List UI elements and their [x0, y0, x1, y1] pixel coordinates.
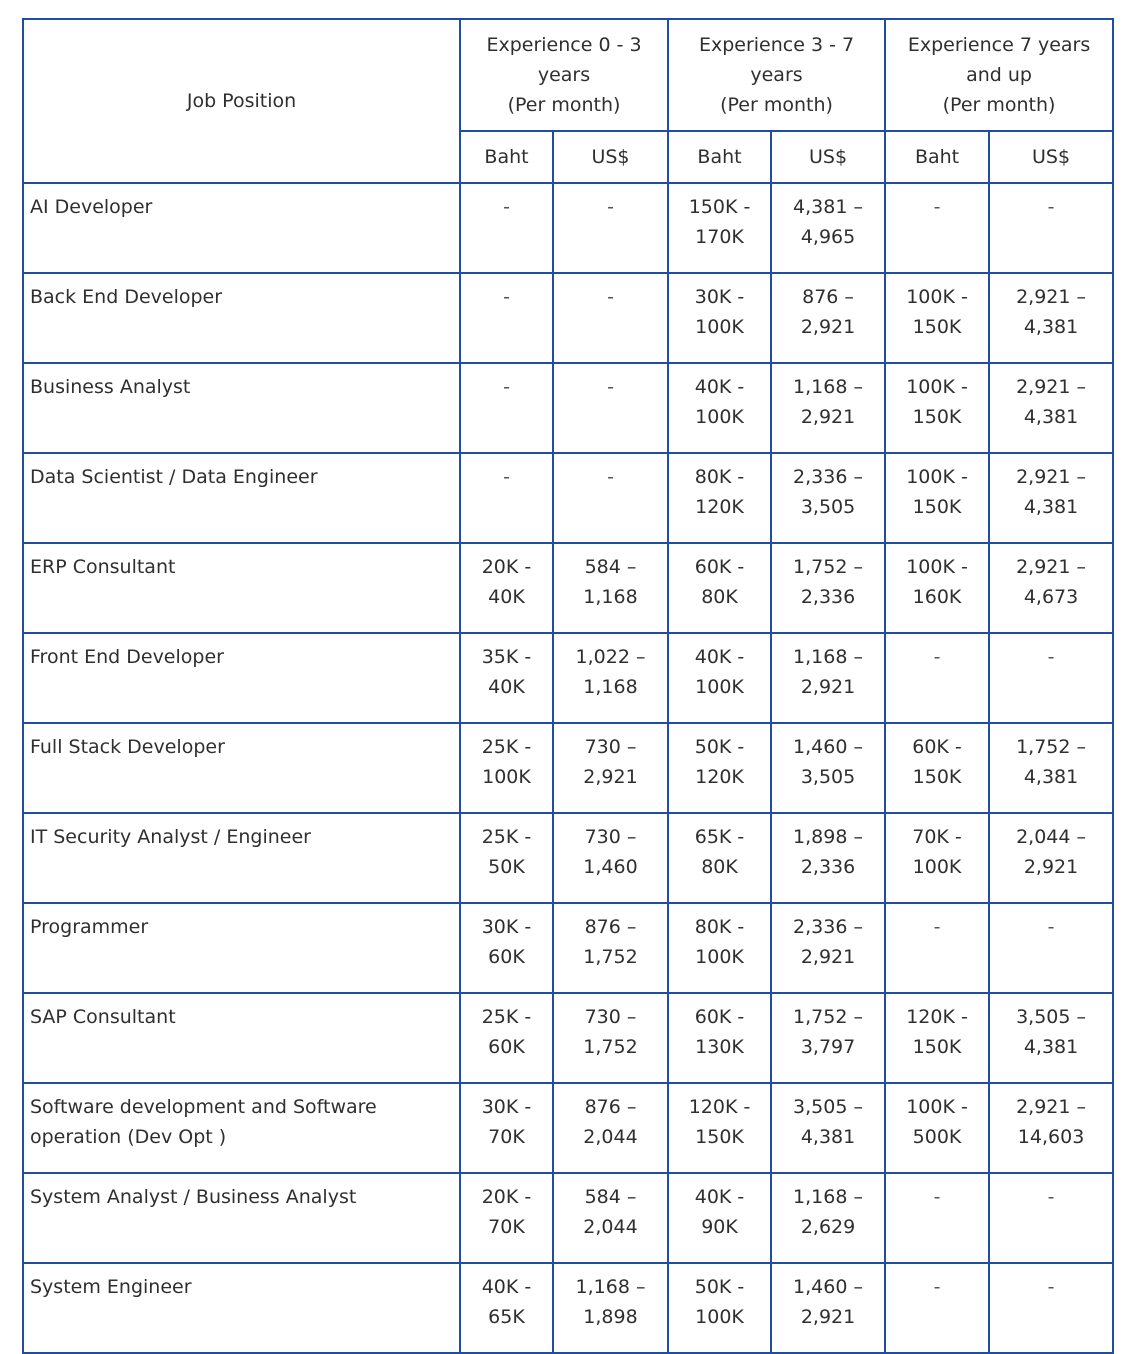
table-body [23, 183, 1113, 1353]
baht-header: Baht [885, 131, 989, 183]
usd-0-3-cell: 876 – 2,044 [553, 1083, 668, 1173]
usd-0-3-cell: - [553, 363, 668, 453]
baht-0-3-cell: 20K - 70K [460, 1173, 553, 1263]
baht-7-up-cell: 100K - 150K [885, 363, 989, 453]
baht-3-7-cell: 80K - 120K [668, 453, 771, 543]
usd-3-7-cell: 1,168 – 2,921 [771, 363, 885, 453]
usd-7-up-cell: - [989, 1173, 1113, 1263]
baht-7-up-cell: 100K - 500K [885, 1083, 989, 1173]
usd-3-7-cell: 1,168 – 2,921 [771, 633, 885, 723]
usd-0-3-cell: 584 – 2,044 [553, 1173, 668, 1263]
usd-3-7-cell: 3,505 – 4,381 [771, 1083, 885, 1173]
job-position-cell: ERP Consultant [23, 543, 460, 633]
job-position-cell: Front End Developer [23, 633, 460, 723]
baht-3-7-cell: 60K - 80K [668, 543, 771, 633]
baht-0-3-cell: 40K - 65K [460, 1263, 553, 1353]
usd-0-3-cell: 1,022 – 1,168 [553, 633, 668, 723]
usd-0-3-cell: 584 – 1,168 [553, 543, 668, 633]
experience-0-3-header: Experience 0 - 3 years (Per month) [460, 19, 668, 131]
baht-0-3-cell: 35K - 40K [460, 633, 553, 723]
baht-0-3-cell: 25K - 50K [460, 813, 553, 903]
table-row [23, 1173, 1113, 1263]
job-position-cell: Business Analyst [23, 363, 460, 453]
baht-7-up-cell: 60K - 150K [885, 723, 989, 813]
baht-7-up-cell: 100K - 160K [885, 543, 989, 633]
usd-3-7-cell: 1,168 – 2,629 [771, 1173, 885, 1263]
baht-3-7-cell: 40K - 100K [668, 633, 771, 723]
baht-3-7-cell: 40K - 90K [668, 1173, 771, 1263]
baht-0-3-cell: - [460, 273, 553, 363]
baht-7-up-cell: 100K - 150K [885, 273, 989, 363]
usd-3-7-cell: 1,460 – 3,505 [771, 723, 885, 813]
salary-table [22, 18, 1114, 1354]
baht-header: Baht [460, 131, 553, 183]
job-position-cell: Programmer [23, 903, 460, 993]
job-position-cell: Back End Developer [23, 273, 460, 363]
usd-3-7-cell: 1,752 – 3,797 [771, 993, 885, 1083]
job-position-cell: SAP Consultant [23, 993, 460, 1083]
job-position-cell: System Analyst / Business Analyst [23, 1173, 460, 1263]
experience-7-up-header: Experience 7 years and up (Per month) [885, 19, 1113, 131]
usd-0-3-cell: 730 – 1,752 [553, 993, 668, 1083]
baht-3-7-cell: 60K - 130K [668, 993, 771, 1083]
baht-0-3-cell: 25K - 60K [460, 993, 553, 1083]
job-position-cell: Full Stack Developer [23, 723, 460, 813]
baht-7-up-cell: - [885, 183, 989, 273]
usd-3-7-cell: 1,460 – 2,921 [771, 1263, 885, 1353]
usd-7-up-cell: 2,921 – 4,381 [989, 453, 1113, 543]
header-row-groups [23, 19, 1113, 131]
baht-3-7-cell: 120K - 150K [668, 1083, 771, 1173]
baht-7-up-cell: 70K - 100K [885, 813, 989, 903]
job-position-cell: AI Developer [23, 183, 460, 273]
job-position-cell: IT Security Analyst / Engineer [23, 813, 460, 903]
usd-7-up-cell: - [989, 1263, 1113, 1353]
table-row [23, 183, 1113, 273]
job-position-cell: Software development and Software operation (Dev Opt ) [23, 1083, 460, 1173]
usd-header: US$ [553, 131, 668, 183]
experience-3-7-header: Experience 3 - 7 years (Per month) [668, 19, 885, 131]
baht-3-7-cell: 65K - 80K [668, 813, 771, 903]
baht-0-3-cell: - [460, 453, 553, 543]
usd-3-7-cell: 4,381 – 4,965 [771, 183, 885, 273]
baht-7-up-cell: 100K - 150K [885, 453, 989, 543]
usd-7-up-cell: 2,921 – 4,381 [989, 273, 1113, 363]
usd-7-up-cell: - [989, 183, 1113, 273]
table-row [23, 453, 1113, 543]
usd-0-3-cell: 730 – 2,921 [553, 723, 668, 813]
table-row [23, 723, 1113, 813]
usd-3-7-cell: 1,898 – 2,336 [771, 813, 885, 903]
usd-header: US$ [771, 131, 885, 183]
baht-3-7-cell: 30K - 100K [668, 273, 771, 363]
usd-0-3-cell: 730 – 1,460 [553, 813, 668, 903]
baht-3-7-cell: 50K - 120K [668, 723, 771, 813]
usd-0-3-cell: - [553, 183, 668, 273]
job-position-cell: Data Scientist / Data Engineer [23, 453, 460, 543]
baht-0-3-cell: 20K - 40K [460, 543, 553, 633]
baht-header: Baht [668, 131, 771, 183]
usd-7-up-cell: 2,921 – 4,673 [989, 543, 1113, 633]
usd-0-3-cell: 1,168 – 1,898 [553, 1263, 668, 1353]
table-row [23, 1083, 1113, 1173]
usd-7-up-cell: 2,044 – 2,921 [989, 813, 1113, 903]
baht-3-7-cell: 50K - 100K [668, 1263, 771, 1353]
table-row [23, 543, 1113, 633]
baht-3-7-cell: 150K - 170K [668, 183, 771, 273]
usd-header: US$ [989, 131, 1113, 183]
usd-0-3-cell: - [553, 453, 668, 543]
baht-7-up-cell: 120K - 150K [885, 993, 989, 1083]
usd-7-up-cell: 1,752 – 4,381 [989, 723, 1113, 813]
table-header [23, 19, 1113, 183]
usd-7-up-cell: 3,505 – 4,381 [989, 993, 1113, 1083]
baht-7-up-cell: - [885, 633, 989, 723]
table-row [23, 363, 1113, 453]
table-row [23, 1263, 1113, 1353]
baht-0-3-cell: 30K - 60K [460, 903, 553, 993]
usd-7-up-cell: - [989, 903, 1113, 993]
baht-0-3-cell: - [460, 183, 553, 273]
job-position-cell: System Engineer [23, 1263, 460, 1353]
usd-3-7-cell: 876 – 2,921 [771, 273, 885, 363]
baht-3-7-cell: 80K - 100K [668, 903, 771, 993]
baht-7-up-cell: - [885, 1263, 989, 1353]
baht-7-up-cell: - [885, 1173, 989, 1263]
table-row [23, 273, 1113, 363]
baht-3-7-cell: 40K - 100K [668, 363, 771, 453]
usd-7-up-cell: - [989, 633, 1113, 723]
usd-0-3-cell: - [553, 273, 668, 363]
usd-0-3-cell: 876 – 1,752 [553, 903, 668, 993]
usd-7-up-cell: 2,921 – 4,381 [989, 363, 1113, 453]
baht-0-3-cell: 25K - 100K [460, 723, 553, 813]
table-row [23, 633, 1113, 723]
usd-3-7-cell: 1,752 – 2,336 [771, 543, 885, 633]
table-row [23, 813, 1113, 903]
table-row [23, 903, 1113, 993]
usd-7-up-cell: 2,921 – 14,603 [989, 1083, 1113, 1173]
table-row [23, 993, 1113, 1083]
baht-7-up-cell: - [885, 903, 989, 993]
baht-0-3-cell: 30K - 70K [460, 1083, 553, 1173]
usd-3-7-cell: 2,336 – 2,921 [771, 903, 885, 993]
job-position-header: Job Position [23, 19, 460, 183]
baht-0-3-cell: - [460, 363, 553, 453]
usd-3-7-cell: 2,336 – 3,505 [771, 453, 885, 543]
